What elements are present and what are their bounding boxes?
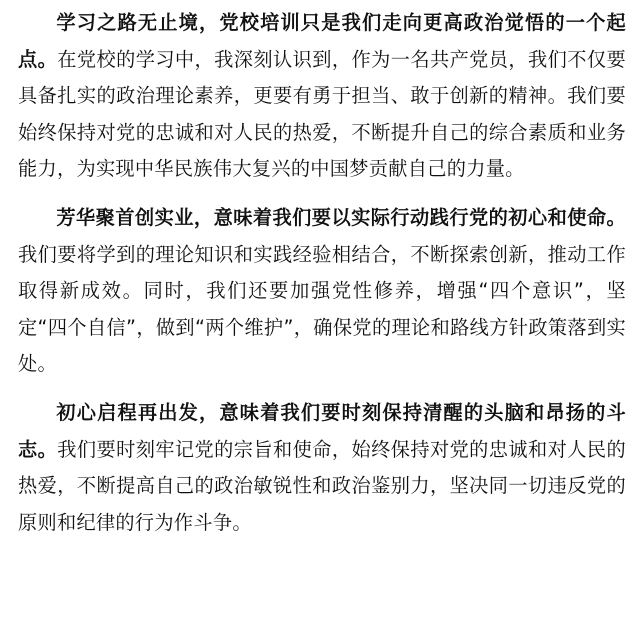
paragraph-2-lead: 芳华聚首创实业，意味着我们要以实际行动践行党的初心和使命。 [56, 205, 626, 229]
paragraph-1-body: 在党校的学习中，我深刻认识到，作为一名共产党员，我们不仅要具备扎实的政治理论素养，更要有勇于担当、敢于创新的精神。我们要始终保持对党的忠诚和对人民的热爱，不断提升自己的综合素质和业务能力，为实现中华民族伟大复兴的中国梦贡献自己的力量。 [18, 47, 626, 181]
paragraph-3-lead: 初心启程再出发，意味着我们要时刻保持清醒的头脑和昂扬的斗志。 [18, 400, 626, 461]
paragraph-2 [18, 200, 626, 383]
paragraph-3-body: 我们要时刻牢记党的宗旨和使命，始终保持对党的忠诚和对人民的热爱，不断提高自己的政治敏锐性和政治鉴别力，坚决同一切违反党的原则和纪律的行为作斗争。 [18, 437, 626, 534]
paragraph-1 [18, 5, 626, 188]
paragraph-3 [18, 395, 626, 541]
paragraph-1-lead: 学习之路无止境，党校培训只是我们走向更高政治觉悟的一个起点。 [18, 11, 626, 71]
paragraph-2-body: 我们要将学到的理论知识和实践经验相结合，不断探索创新，推动工作取得新成效。同时，我们还要加强党性修养，增强“四个意识”，坚定“四个自信”，做到“两个维护”，确保党的理论和路线方针政策落到实处。 [18, 242, 626, 376]
